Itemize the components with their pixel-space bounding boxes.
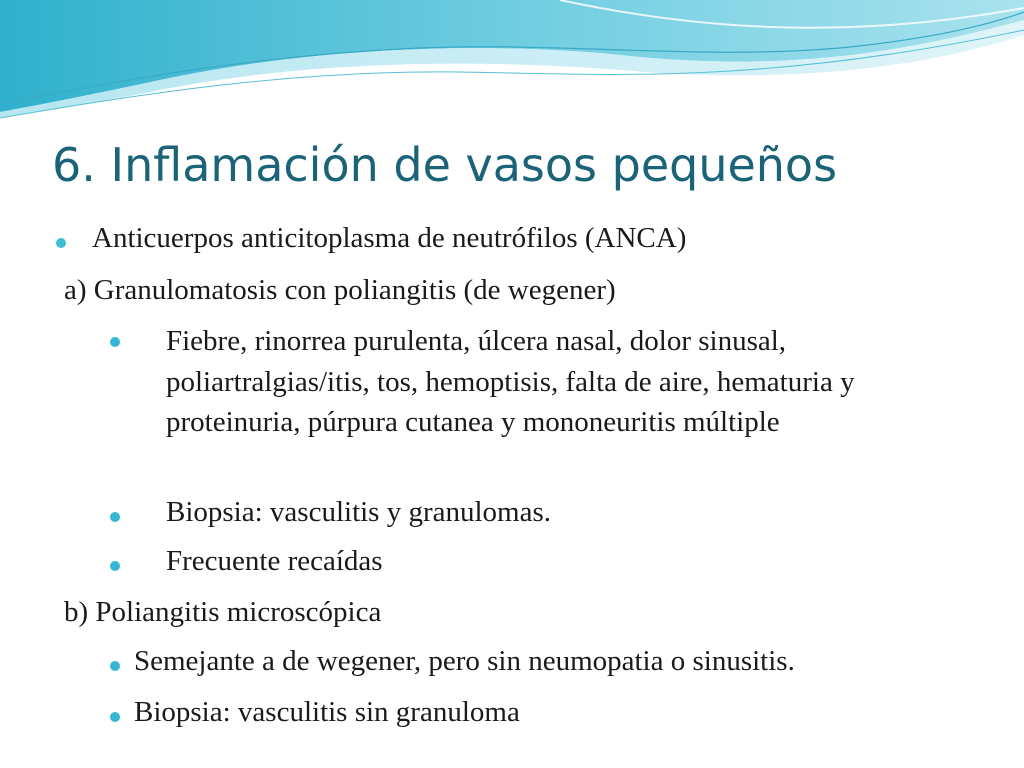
list-item: Anticuerpos anticitoplasma de neutrófilos (ANCA) <box>92 222 687 254</box>
list-item: Fiebre, rinorrea purulenta, úlcera nasal, dolor sinusal, poliartralgias/itis, tos, hemoptisis, falta de aire, hematuria y proteinuria, púrpura cutanea y mononeuritis múltiple <box>166 325 855 438</box>
bullet-dot <box>110 661 120 671</box>
bullet-dot <box>110 712 120 722</box>
bullet-dot <box>110 337 120 347</box>
list-item: Semejante a de wegener, pero sin neumopatia o sinusitis. <box>134 645 795 677</box>
section-heading: a) Granulomatosis con poliangitis (de wegener) <box>64 274 616 306</box>
list-item: Biopsia: vasculitis sin granuloma <box>134 696 520 728</box>
bullet-dot <box>110 561 120 571</box>
list-item: Frecuente recaídas <box>166 545 383 577</box>
list-item: Biopsia: vasculitis y granulomas. <box>166 496 552 528</box>
header-wave-decoration <box>0 0 1024 130</box>
section-heading: b) Poliangitis microscópica <box>64 596 382 628</box>
bullet-dot <box>56 238 66 248</box>
slide-title: 6. Inflamación de vasos pequeños <box>52 138 838 192</box>
bullet-dot <box>110 512 120 522</box>
